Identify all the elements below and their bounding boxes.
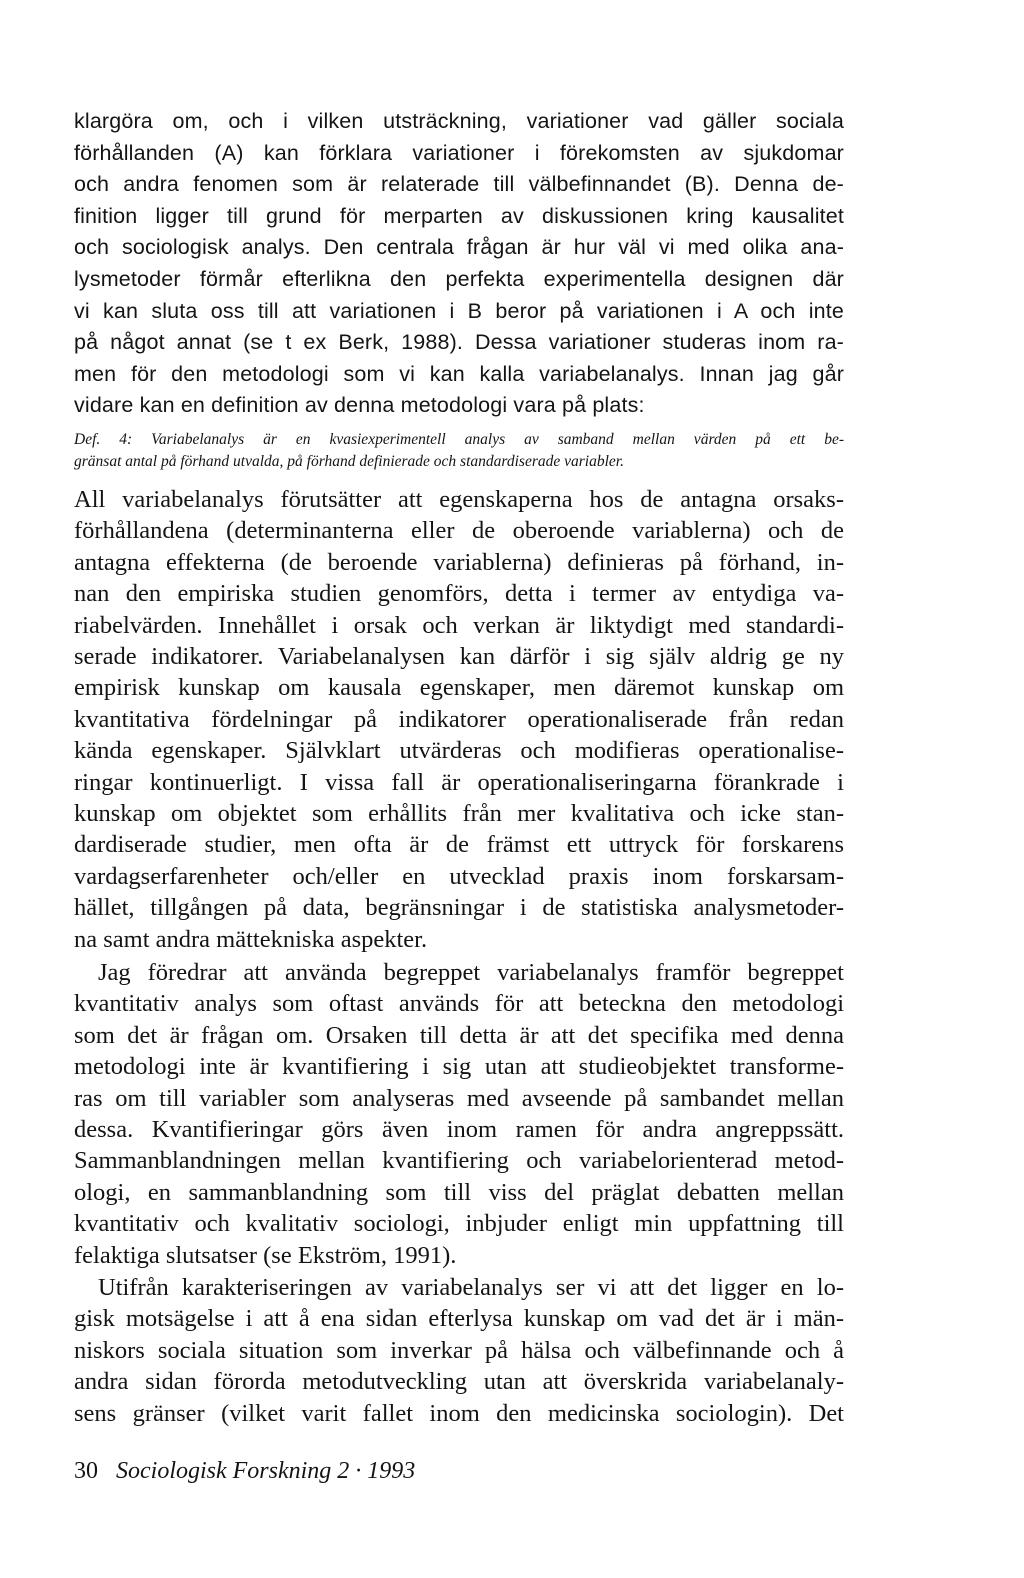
text-line: Sammanblandningen mellan kvantifiering och variabelorienterad metod-	[74, 1147, 844, 1175]
text-line: lysmetoder förmår efterlikna den perfekta experimentella designen där	[74, 266, 844, 291]
text-line: vi kan sluta oss till att variationen i B beror på variationen i A och inte	[74, 298, 844, 323]
text-line: men för den metodologi som vi kan kalla variabelanalys. Innan jag går	[74, 361, 844, 386]
text-line: vidare kan en definition av denna metodologi vara på plats:	[74, 393, 645, 418]
definition-block	[74, 429, 844, 473]
text-line: na samt andra mättekniska aspekter.	[74, 925, 428, 953]
text-line: empirisk kunskap om kausala egenskaper, men däremot kunskap om	[74, 674, 844, 702]
journal-citation: Sociologisk Forskning 2 · 1993	[116, 1458, 416, 1484]
text-line: kända egenskaper. Självklart utvärderas och modifieras operationalise-	[74, 737, 844, 765]
text-line: riabelvärden. Innehållet i orsak och verkan är liktydigt med standardi-	[74, 611, 844, 639]
text-line: serade indikatorer. Variabelanalysen kan därför i sig själv aldrig ge ny	[74, 643, 844, 671]
text-line: ras om till variabler som analyseras med avseende på sambandet mellan	[74, 1084, 844, 1112]
text-line: metodologi inte är kvantifiering i sig utan att studieobjektet transforme-	[74, 1053, 844, 1081]
text-line: förhållandena (determinanterna eller de oberoende variablerna) och de	[74, 517, 844, 545]
text-line: dardiserade studier, men ofta är de främst ett uttryck för forskarens	[74, 831, 844, 859]
text-line: ologi, en sammanblandning som till viss del präglat debatten mellan	[74, 1178, 844, 1206]
text-line: kvantitativ analys som oftast används för att beteckna den metodologi	[74, 990, 844, 1018]
text-line: nan den empiriska studien genomförs, detta i termer av entydiga va-	[74, 580, 844, 608]
text-line: kunskap om objektet som erhållits från mer kvalitativa och icke stan-	[74, 800, 844, 828]
text-line: gisk motsägelse i att å ena sidan efterlysa kunskap om vad det är i män-	[74, 1305, 844, 1333]
text-line: finition ligger till grund för merparten av diskussionen kring kausalitet	[74, 203, 844, 228]
text-line: Jag föredrar att använda begreppet variabelanalys framför begreppet	[98, 959, 844, 986]
text-line: som det är frågan om. Orsaken till detta är att det specifika med denna	[74, 1021, 844, 1049]
text-line: på något annat (se t ex Berk, 1988). Dessa variationer studeras inom ra-	[74, 330, 844, 355]
text-line: ringar kontinuerligt. I vissa fall är operationaliseringarna förankrade i	[74, 768, 844, 796]
text-line: andra sidan förorda metodutveckling utan att överskrida variabelanaly-	[74, 1368, 844, 1396]
text-line: kvantitativ och kvalitativ sociologi, inbjuder enligt min uppfattning till	[74, 1210, 844, 1238]
definition-line: Def. 4: Variabelanalys är en kvasiexperimentell analys av samband mellan värden på ett be-	[74, 431, 844, 448]
text-line: sens gränser (vilket varit fallet inom den medicinska sociologin). Det	[74, 1399, 844, 1427]
paragraph-4	[74, 1272, 844, 1429]
text-line: hället, tillgången på data, begränsningar i de statistiska analysmetoder-	[74, 894, 844, 922]
text-line: kvantitativa fördelningar på indikatorer operationaliserade från redan	[74, 705, 844, 733]
text-line: klargöra om, och i vilken utsträckning, variationer vad gäller sociala	[74, 109, 844, 133]
page-number: 30	[74, 1458, 98, 1484]
text-line: förhållanden (A) kan förklara variationer i förekomsten av sjukdomar	[74, 140, 844, 165]
paragraph-3	[74, 957, 844, 1271]
text-line: och andra fenomen som är relaterade till välbefinnandet (B). Denna de-	[74, 172, 844, 197]
paragraph-1	[74, 106, 844, 422]
paragraph-2	[74, 484, 844, 955]
page-footer	[74, 1458, 415, 1485]
text-line: och sociologisk analys. Den centrala frågan är hur väl vi med olika ana-	[74, 235, 844, 260]
text-line: All variabelanalys förutsätter att egenskaperna hos de antagna orsaks-	[74, 486, 844, 513]
text-line: antagna effekterna (de beroende variablerna) definieras på förhand, in-	[74, 548, 844, 576]
text-line: vardagserfarenheter och/eller en utvecklad praxis inom forskarsam-	[74, 862, 844, 890]
text-line: felaktiga slutsatser (se Ekström, 1991).	[74, 1241, 457, 1269]
text-line: Utifrån karakteriseringen av variabelanalys ser vi att det ligger en lo-	[98, 1274, 844, 1301]
text-line: niskors sociala situation som inverkar på hälsa och välbefinnande och å	[74, 1336, 844, 1364]
definition-line: gränsat antal på förhand utvalda, på förhand definierade och standardiserade variabler.	[74, 453, 624, 470]
text-line: dessa. Kvantifieringar görs även inom ramen för andra angreppssätt.	[74, 1116, 844, 1144]
